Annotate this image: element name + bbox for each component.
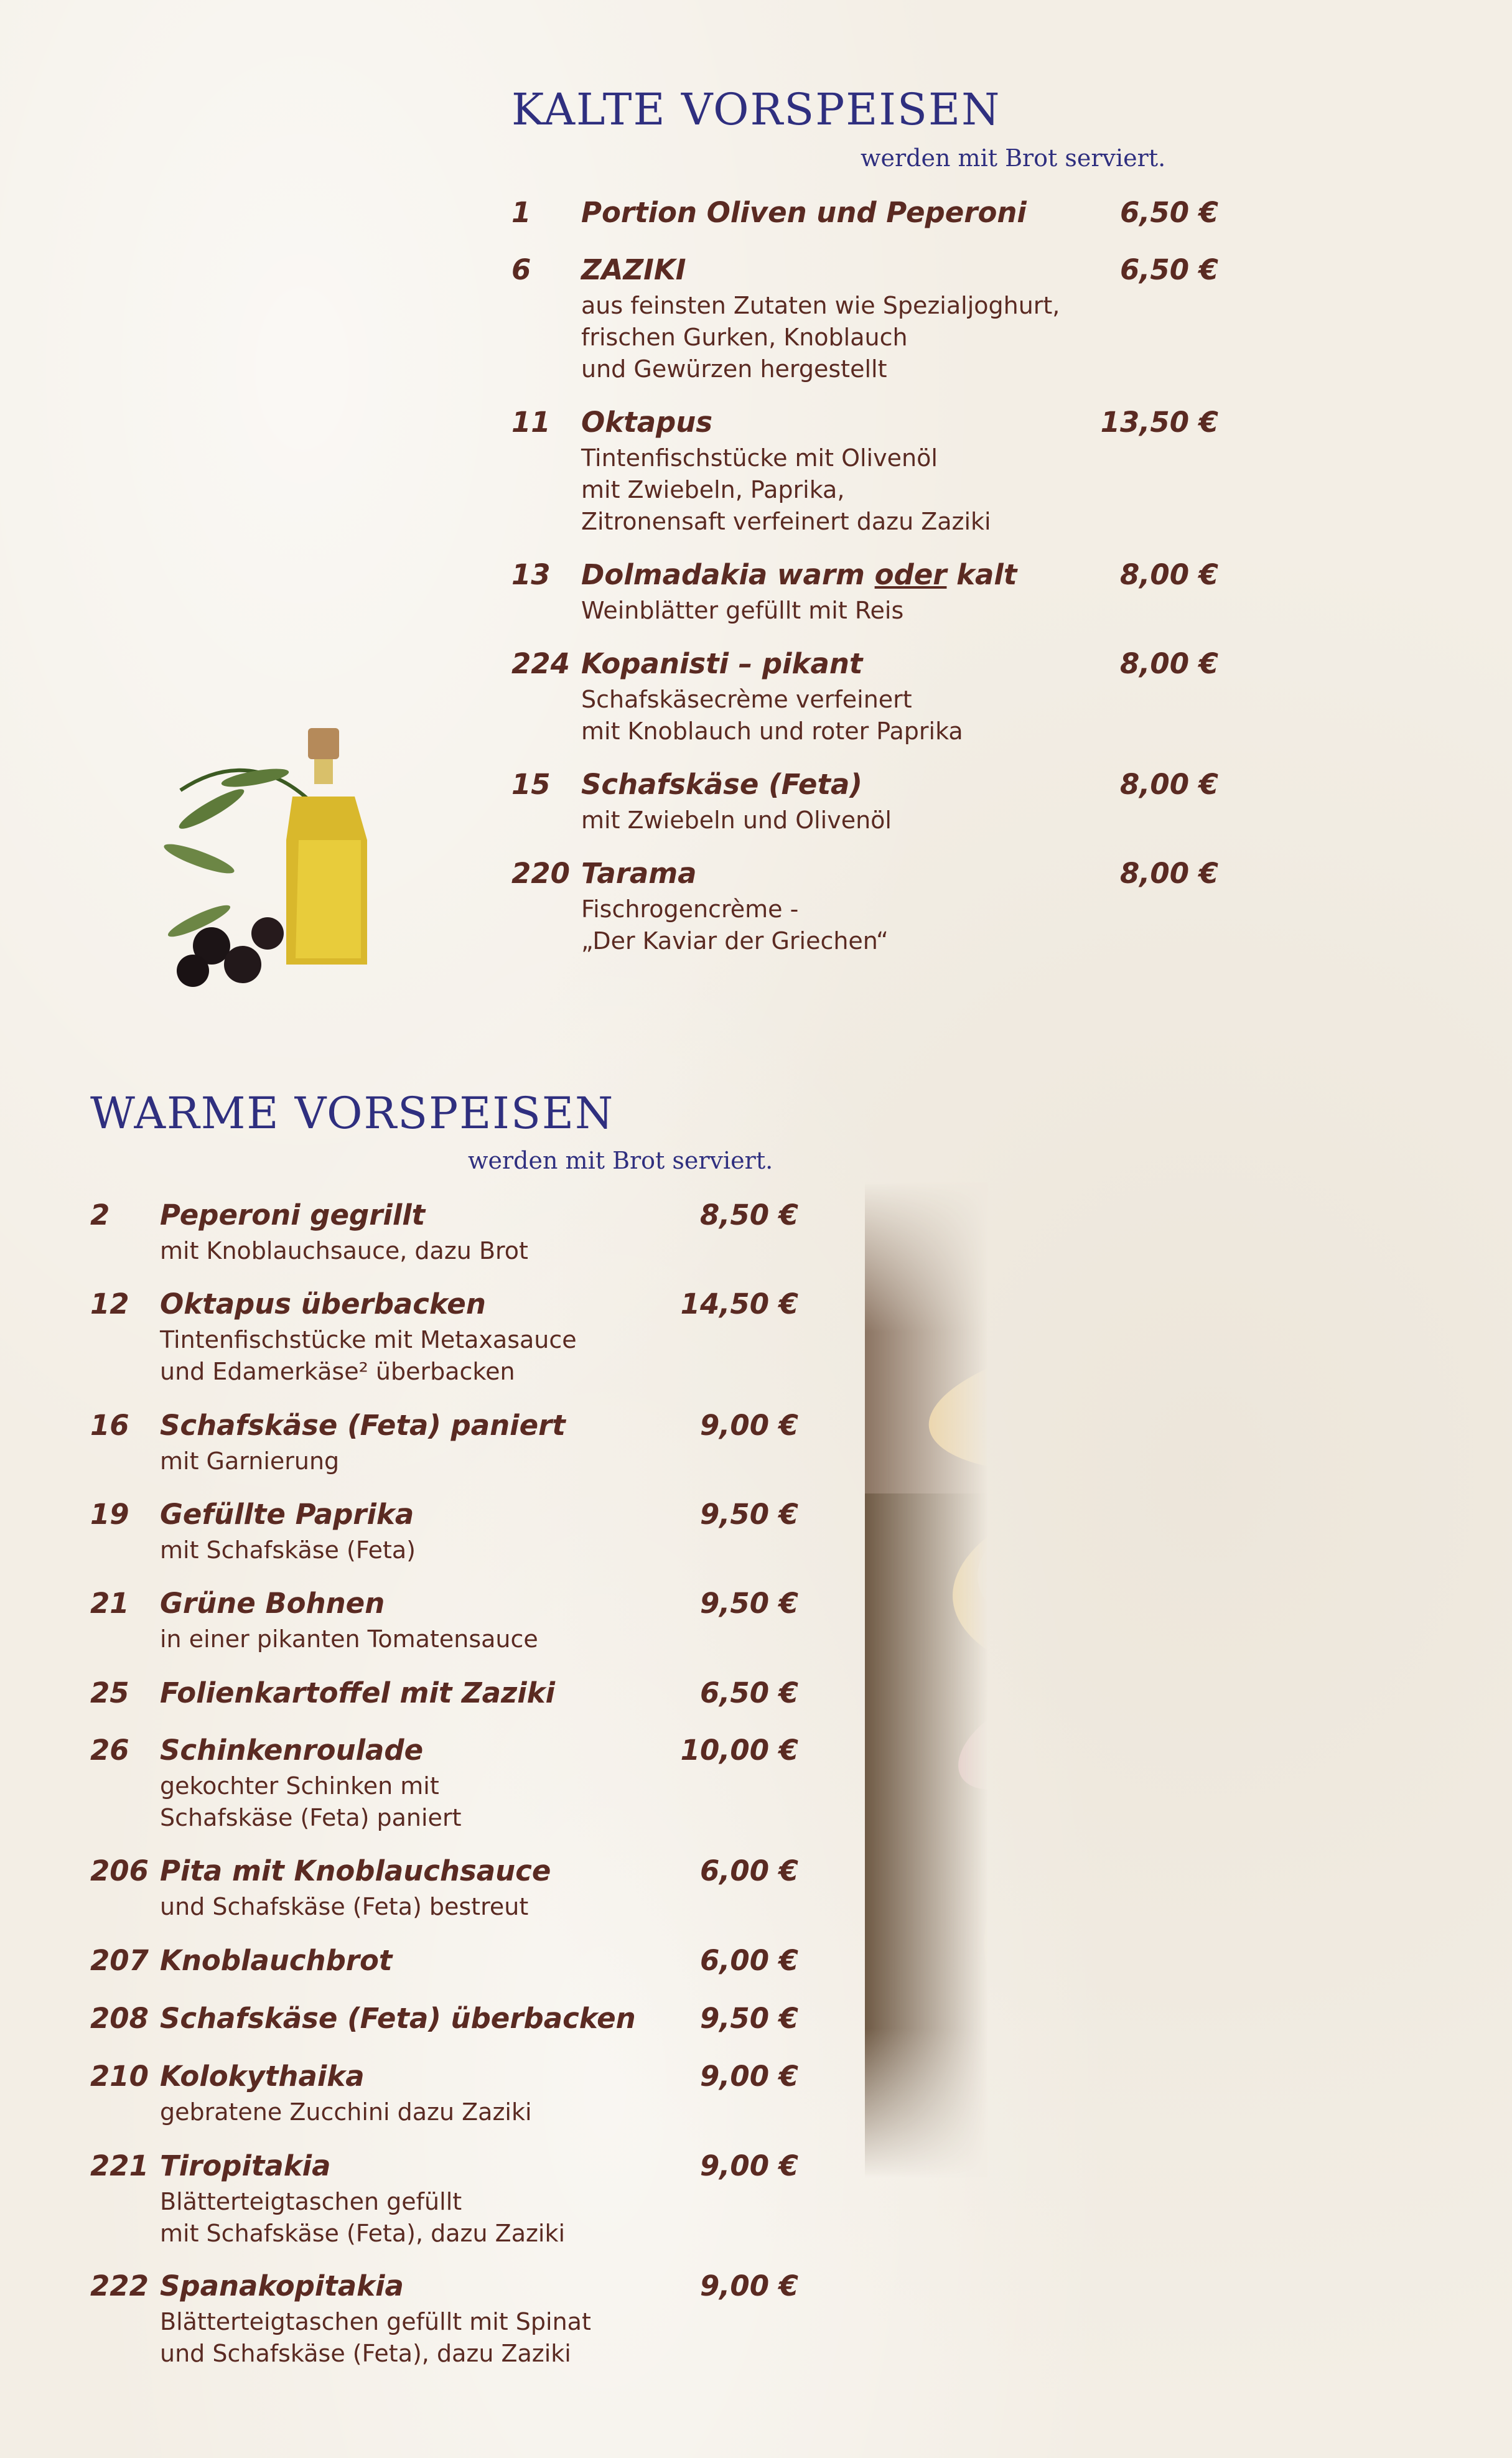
item-name: ZAZIKI <box>581 253 686 286</box>
warm-section-title: WARME VORSPEISEN <box>90 1088 615 1139</box>
item-description: mit Schafskäse (Feta) <box>160 1536 416 1564</box>
item-price: 8,00 € <box>1119 857 1218 890</box>
item-price: 8,50 € <box>699 1199 798 1231</box>
item-price: 6,50 € <box>699 1676 798 1709</box>
item-name: Oktapus <box>581 406 713 439</box>
item-number: 210 <box>90 2060 149 2093</box>
item-name: Peperoni gegrillt <box>160 1199 426 1231</box>
item-number: 1 <box>511 196 531 229</box>
item-description: Tintenfischstücke mit Olivenöl mit Zwiebeln, Paprika, Zitronensaft verfeinert dazu Zaziki <box>581 444 991 535</box>
item-price: 8,00 € <box>1119 647 1218 680</box>
item-price: 9,00 € <box>699 1409 798 1442</box>
item-number: 19 <box>90 1498 129 1531</box>
item-price: 6,50 € <box>1119 253 1218 286</box>
item-description: Fischrogencrème - „Der Kaviar der Griechen“ <box>581 895 889 955</box>
item-description: Schafskäsecrème verfeinert mit Knoblauch und roter Paprika <box>581 686 963 745</box>
item-description: mit Zwiebeln und Olivenöl <box>581 806 892 834</box>
item-name: Folienkartoffel mit Zaziki <box>160 1676 556 1709</box>
item-name: Oktapus überbacken <box>160 1287 486 1320</box>
item-name: Spanakopitakia <box>160 2269 404 2302</box>
item-price: 9,00 € <box>699 2269 798 2302</box>
item-name: Schinkenroulade <box>160 1734 424 1767</box>
feta-olives-photo <box>0 187 498 610</box>
item-name: Tiropitakia <box>160 2149 331 2182</box>
item-name <box>581 558 1017 592</box>
item-name-underlined: oder <box>874 558 947 591</box>
item-name: Tarama <box>581 857 697 890</box>
item-price: 8,00 € <box>1119 768 1218 801</box>
item-price: 9,00 € <box>699 2149 798 2182</box>
item-price: 9,50 € <box>699 1587 798 1620</box>
item-price: 6,00 € <box>699 1944 798 1977</box>
item-number: 15 <box>511 768 551 801</box>
item-name: Portion Oliven und Peperoni <box>581 196 1027 229</box>
item-description: und Schafskäse (Feta) bestreut <box>160 1893 529 1920</box>
item-number: 207 <box>90 1944 149 1977</box>
item-number: 12 <box>90 1287 129 1320</box>
item-description: Weinblätter gefüllt mit Reis <box>581 597 904 624</box>
item-number: 16 <box>90 1409 129 1442</box>
item-name: Schafskäse (Feta) überbacken <box>160 2002 636 2035</box>
item-number: 2 <box>90 1199 110 1231</box>
item-number: 21 <box>90 1587 129 1620</box>
item-description: gebratene Zucchini dazu Zaziki <box>160 2098 532 2126</box>
item-number: 221 <box>90 2149 149 2182</box>
item-price: 8,00 € <box>1119 558 1218 591</box>
warm-section-subtitle: werden mit Brot serviert. <box>468 1147 773 1174</box>
item-name-part: Dolmadakia warm <box>581 558 875 591</box>
item-name-part: kalt <box>946 558 1017 591</box>
item-number: 26 <box>90 1734 129 1767</box>
item-description: in einer pikanten Tomatensauce <box>160 1625 538 1653</box>
item-number: 25 <box>90 1676 129 1709</box>
item-price: 9,00 € <box>699 2060 798 2093</box>
item-price: 10,00 € <box>680 1734 798 1767</box>
item-number: 6 <box>511 253 531 286</box>
item-description: Blätterteigtaschen gefüllt mit Schafskäse (Feta), dazu Zaziki <box>160 2188 566 2247</box>
item-name: Knoblauchbrot <box>160 1944 393 1977</box>
item-description: mit Knoblauchsauce, dazu Brot <box>160 1237 528 1264</box>
item-price: 13,50 € <box>1100 406 1218 439</box>
item-price: 6,00 € <box>699 1854 798 1887</box>
item-number: 208 <box>90 2002 149 2035</box>
item-description: Blätterteigtaschen gefüllt mit Spinat und Schafskäse (Feta), dazu Zaziki <box>160 2308 591 2367</box>
item-price: 9,50 € <box>699 1498 798 1531</box>
item-description: gekochter Schinken mit Schafskäse (Feta) paniert <box>160 1772 462 1831</box>
item-price: 6,50 € <box>1119 196 1218 229</box>
item-number: 13 <box>511 558 551 591</box>
item-description: Tintenfischstücke mit Metaxasauce und Edamerkäse² überbacken <box>160 1326 577 1385</box>
item-name: Pita mit Knoblauchsauce <box>160 1854 551 1887</box>
item-name: Gefüllte Paprika <box>160 1498 414 1531</box>
cold-section-title: KALTE VORSPEISEN <box>511 84 1001 135</box>
item-name: Grüne Bohnen <box>160 1587 385 1620</box>
item-name: Schafskäse (Feta) <box>581 768 862 801</box>
item-number: 11 <box>511 406 551 439</box>
item-name: Kolokythaika <box>160 2060 365 2093</box>
olive-oil-bottle-photo <box>162 716 398 989</box>
item-price: 14,50 € <box>680 1287 798 1320</box>
garlic-bread-photo <box>865 1182 1425 2178</box>
item-name: Schafskäse (Feta) paniert <box>160 1409 566 1442</box>
cold-section-subtitle: werden mit Brot serviert. <box>861 144 1166 172</box>
item-number: 222 <box>90 2269 149 2302</box>
item-name: Kopanisti – pikant <box>581 647 863 680</box>
item-number: 206 <box>90 1854 149 1887</box>
item-number: 220 <box>511 857 570 890</box>
item-description: aus feinsten Zutaten wie Spezialjoghurt, frischen Gurken, Knoblauch und Gewürzen hergestellt <box>581 292 1060 383</box>
item-description: mit Garnierung <box>160 1447 340 1475</box>
item-price: 9,50 € <box>699 2002 798 2035</box>
item-number: 224 <box>511 647 570 680</box>
